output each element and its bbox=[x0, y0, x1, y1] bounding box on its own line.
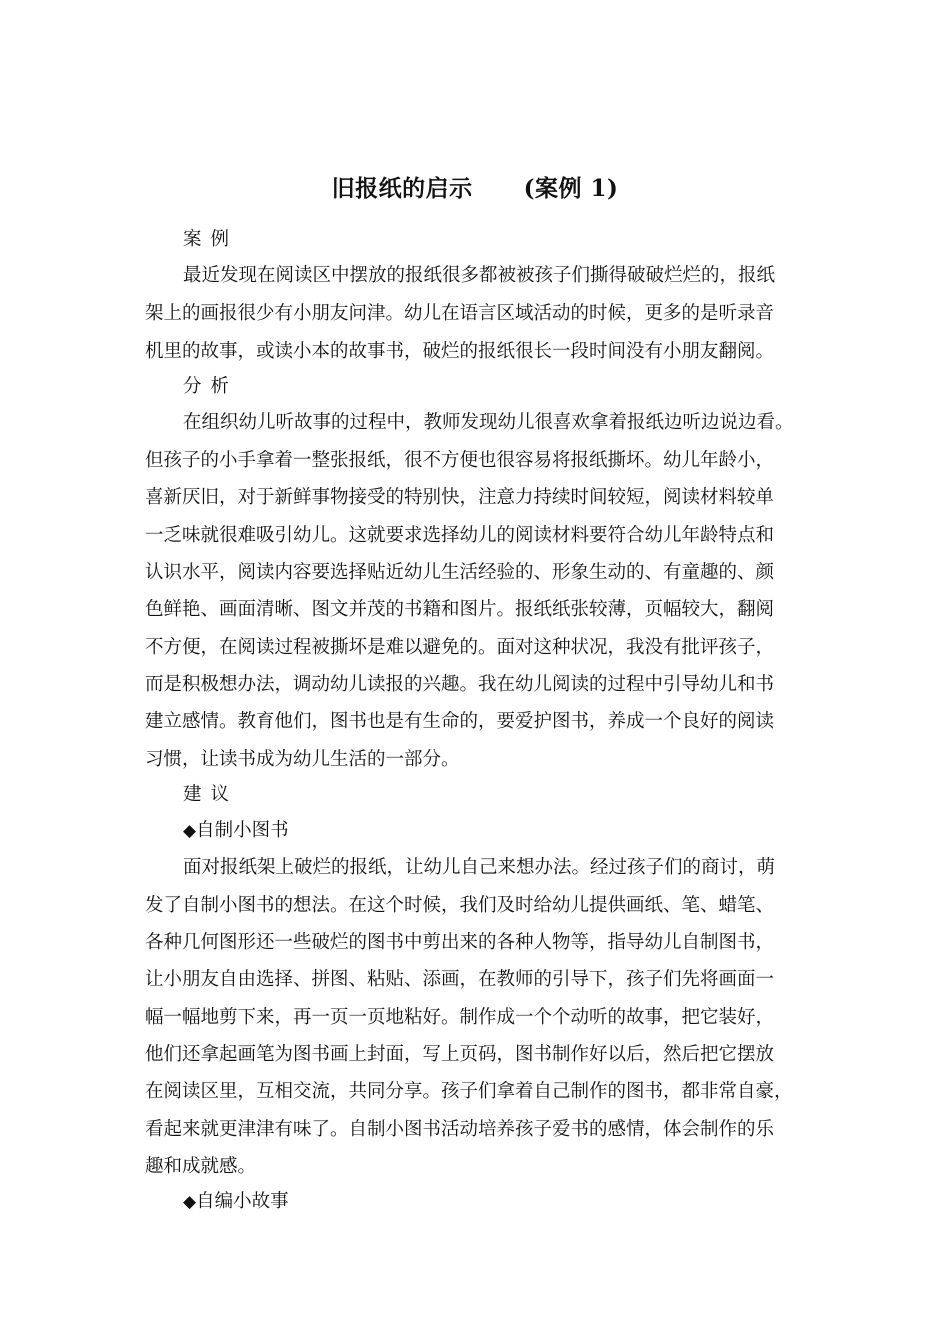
diamond-bullet-icon: ◆ bbox=[183, 1192, 197, 1212]
paragraph-line: 让小朋友自由选择、拼图、粘贴、添画，在教师的引导下，孩子们先将画面一 bbox=[145, 969, 775, 990]
paragraph-line: 建立感情。教育他们，图书也是有生命的，要爱护图书，养成一个良好的阅读 bbox=[145, 711, 775, 732]
paragraph-line: 幅一幅地剪下来，再一页一页地粘好。制作成一个个动听的故事，把它装好， bbox=[145, 1007, 775, 1028]
paragraph-line: 看起来就更津津有味了。自制小图书活动培养孩子爱书的感情，体会制作的乐 bbox=[145, 1119, 775, 1140]
paragraph-line: 发了自制小图书的想法。在这个时候，我们及时给幼儿提供画纸、笔、蜡笔、 bbox=[145, 895, 775, 916]
bullet-item bbox=[183, 1193, 289, 1212]
paragraph-line: 在阅读区里，互相交流，共同分享。孩子们拿着自己制作的图书，都非常自豪， bbox=[145, 1081, 793, 1102]
bullet-label: 自编小故事 bbox=[196, 1191, 289, 1212]
paragraph-line: 最近发现在阅读区中摆放的报纸很多都被被孩子们撕得破破烂烂的，报纸 bbox=[183, 265, 776, 286]
paragraph-line: 趣和成就感。 bbox=[145, 1156, 257, 1177]
paragraph-line: 但孩子的小手拿着一整张报纸，很不方便也很容易将报纸撕坏。幼儿年龄小， bbox=[145, 450, 775, 471]
paragraph-line: 面对报纸架上破烂的报纸，让幼儿自己来想办法。经过孩子们的商讨，萌 bbox=[183, 857, 776, 878]
paragraph-line: 在组织幼儿听故事的过程中，教师发现幼儿很喜欢拿着报纸边听边说边看。 bbox=[183, 412, 794, 433]
paragraph-line: 色鲜艳、画面清晰、图文并茂的书籍和图片。报纸纸张较薄，页幅较大，翻阅 bbox=[145, 599, 775, 620]
diamond-bullet-icon: ◆ bbox=[183, 821, 197, 841]
paragraph-line: 各种几何图形还一些破烂的图书中剪出来的各种人物等，指导幼儿自制图书， bbox=[145, 932, 775, 953]
bullet-label: 自制小图书 bbox=[196, 820, 289, 841]
section-heading-suggestion: 建议 bbox=[183, 784, 239, 805]
paragraph-line: 机里的故事，或读小本的故事书，破烂的报纸很长一段时间没有小朋友翻阅。 bbox=[145, 341, 775, 362]
section-heading-case: 案例 bbox=[183, 229, 239, 250]
paragraph-line: 架上的画报很少有小朋友问津。幼儿在语言区域活动的时候，更多的是听录音 bbox=[145, 303, 775, 324]
document-title: 旧报纸的启示 (案例 1) bbox=[331, 175, 619, 202]
section-heading-analysis: 分析 bbox=[183, 376, 239, 397]
paragraph-line: 认识水平，阅读内容要选择贴近幼儿生活经验的、形象生动的、有童趣的、颜 bbox=[145, 562, 775, 583]
paragraph-line: 他们还拿起画笔为图书画上封面，写上页码，图书制作好以后，然后把它摆放 bbox=[145, 1044, 775, 1065]
paragraph-line: 一乏味就很难吸引幼儿。这就要求选择幼儿的阅读材料要符合幼儿年龄特点和 bbox=[145, 525, 775, 546]
paragraph-line: 不方便，在阅读过程被撕坏是难以避免的。面对这种状况，我没有批评孩子， bbox=[145, 637, 775, 658]
bullet-item bbox=[183, 822, 289, 841]
paragraph-line: 而是积极想办法，调动幼儿读报的兴趣。我在幼儿阅读的过程中引导幼儿和书 bbox=[145, 674, 775, 695]
paragraph-line: 习惯，让读书成为幼儿生活的一部分。 bbox=[145, 749, 460, 770]
paragraph-line: 喜新厌旧，对于新鲜事物接受的特别快，注意力持续时间较短，阅读材料较单 bbox=[145, 487, 775, 508]
